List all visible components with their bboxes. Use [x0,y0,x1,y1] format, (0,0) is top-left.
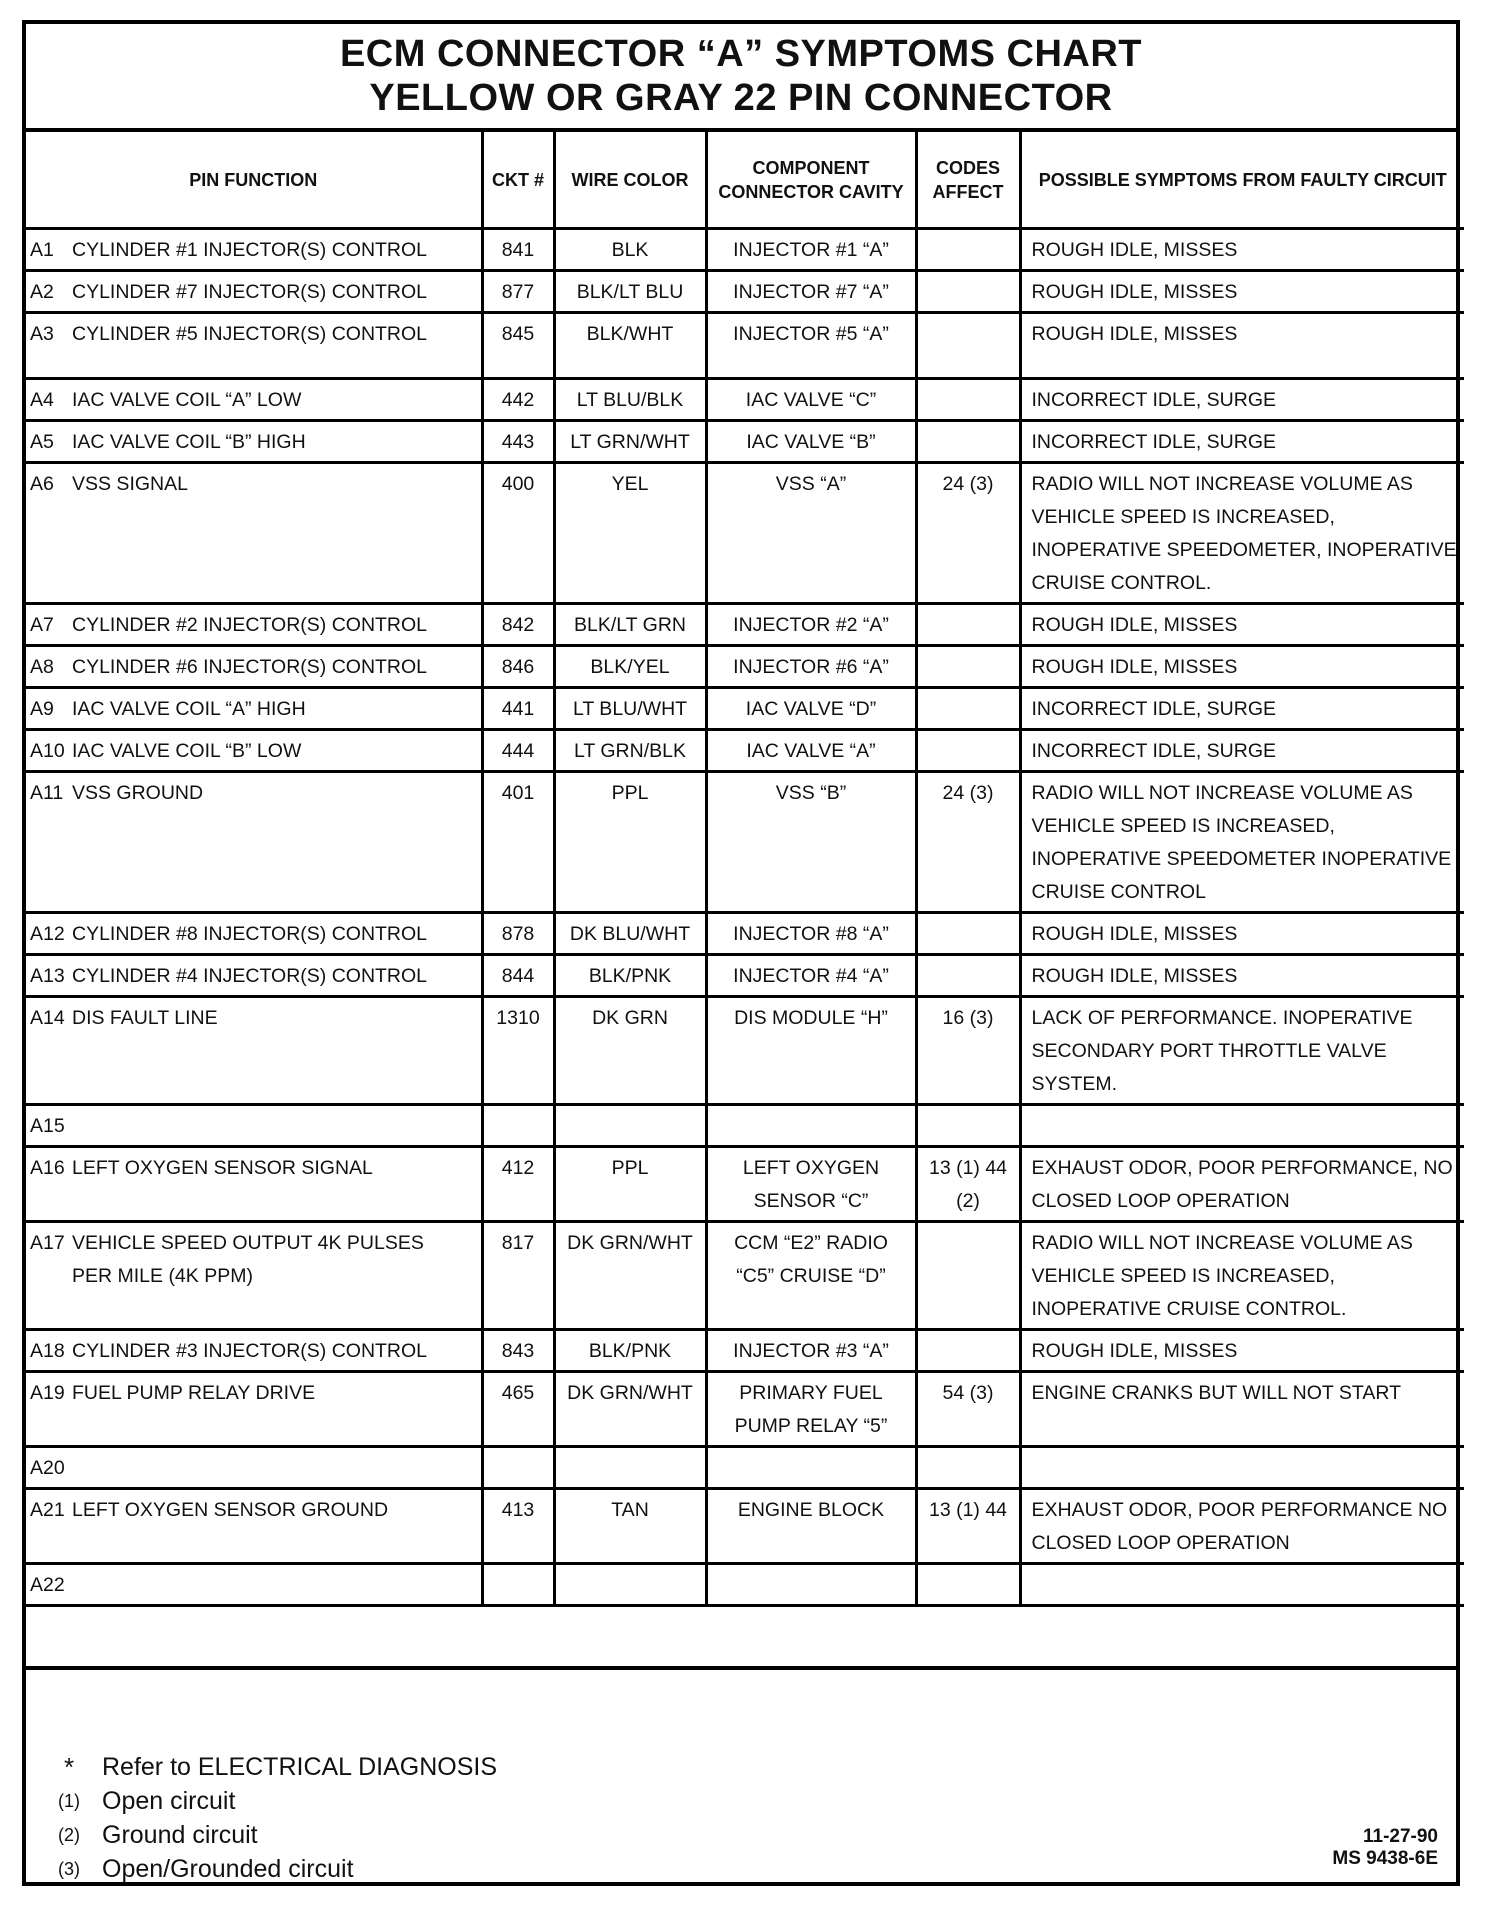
wire-color-cell: BLK/PNK [554,1329,706,1371]
table-row [26,270,1464,312]
table-row [26,228,1464,270]
title-line-1: ECM CONNECTOR “A” SYMPTOMS CHART [339,33,1143,75]
ckt-cell: 844 [482,954,554,996]
component-cavity-cell: INJECTOR #4 “A” [706,954,916,996]
symptoms-cell: RADIO WILL NOT INCREASE VOLUME AS VEHICLE SPEED IS INCREASED, INOPERATIVE CRUISE CONTROL. [1020,1221,1464,1329]
symptoms-cell: ROUGH IDLE, MISSES [1020,312,1464,378]
wire-color-cell [554,1104,706,1146]
component-cavity-cell: VSS “A” [706,462,916,603]
pin-function: CYLINDER #8 INJECTOR(S) CONTROL [72,922,428,945]
header-pin-function: PIN FUNCTION [26,132,482,228]
table-row [26,771,1464,912]
component-cavity-cell [706,1446,916,1488]
ckt-cell [482,1104,554,1146]
pin-function-cell [26,687,482,729]
component-cavity-cell: IAC VALVE “B” [706,420,916,462]
legend-mark: (1) [58,1791,80,1811]
codes-cell: 13 (1) 44 (2) [916,1146,1020,1221]
legend-text: Open circuit [102,1787,236,1815]
wire-color-cell: BLK/YEL [554,645,706,687]
codes-cell [916,1446,1020,1488]
wire-color-cell: BLK [554,228,706,270]
component-cavity-cell: IAC VALVE “C” [706,378,916,420]
table-row [26,645,1464,687]
title-line-2: YELLOW OR GRAY 22 PIN CONNECTOR [369,77,1113,119]
wire-color-cell: TAN [554,1488,706,1563]
pin-function-cell [26,1446,482,1488]
codes-cell [916,1563,1020,1605]
codes-cell [916,1104,1020,1146]
wire-color-cell: PPL [554,1146,706,1221]
pin-function: FUEL PUMP RELAY DRIVE [72,1381,316,1404]
codes-cell: 54 (3) [916,1371,1020,1446]
pin-function-cell [26,1371,482,1446]
pin-id: A14 [30,1006,65,1029]
pin-id: A13 [30,964,65,987]
legend-item [36,1852,497,1886]
ckt-cell: 465 [482,1371,554,1446]
pin-id: A12 [30,922,65,945]
legend-item [36,1784,497,1818]
component-cavity-cell: VSS “B” [706,771,916,912]
codes-cell [916,954,1020,996]
footer [26,1666,1456,1882]
pin-function: CYLINDER #4 INJECTOR(S) CONTROL [72,964,428,987]
ckt-cell: 1310 [482,996,554,1104]
component-cavity-cell: INJECTOR #3 “A” [706,1329,916,1371]
pin-id: A17 [30,1231,65,1254]
component-cavity-cell: DIS MODULE “H” [706,996,916,1104]
ckt-cell: 846 [482,645,554,687]
codes-cell [916,912,1020,954]
legend-mark: * [63,1752,75,1782]
pin-id: A20 [30,1456,65,1479]
symptoms-cell: ROUGH IDLE, MISSES [1020,954,1464,996]
symptoms-cell: INCORRECT IDLE, SURGE [1020,378,1464,420]
legend-text: Open/Grounded circuit [102,1855,354,1883]
wire-color-cell: DK GRN [554,996,706,1104]
stamp-code: MS 9438-6E [1332,1848,1438,1869]
pin-function: IAC VALVE COIL “B” HIGH [72,430,306,453]
codes-cell [916,1221,1020,1329]
codes-cell [916,645,1020,687]
pin-function-cell [26,1221,482,1329]
table-row [26,312,1464,378]
table-row [26,378,1464,420]
table-row [26,687,1464,729]
table-row [26,462,1464,603]
symptoms-cell: ROUGH IDLE, MISSES [1020,603,1464,645]
ckt-cell [482,1446,554,1488]
ckt-cell: 842 [482,603,554,645]
table-row [26,1146,1464,1221]
component-cavity-cell: INJECTOR #2 “A” [706,603,916,645]
component-cavity-cell: PRIMARY FUEL PUMP RELAY “5” [706,1371,916,1446]
legend [36,1750,497,1886]
ckt-cell: 412 [482,1146,554,1221]
symptoms-cell: ROUGH IDLE, MISSES [1020,645,1464,687]
wire-color-cell: DK GRN/WHT [554,1221,706,1329]
pin-function: VSS GROUND [72,781,204,804]
document-stamp [1332,1826,1438,1870]
pin-function-cell [26,912,482,954]
header-symptoms: POSSIBLE SYMPTOMS FROM FAULTY CIRCUIT [1020,132,1464,228]
ckt-cell: 413 [482,1488,554,1563]
symptoms-cell: EXHAUST ODOR, POOR PERFORMANCE, NO CLOSED LOOP OPERATION [1020,1146,1464,1221]
header-component: COMPONENT CONNECTOR CAVITY [706,132,916,228]
wire-color-cell: DK BLU/WHT [554,912,706,954]
pin-function-cell [26,420,482,462]
pin-id: A3 [30,322,54,345]
symptoms-cell: INCORRECT IDLE, SURGE [1020,687,1464,729]
table-row [26,1488,1464,1563]
pin-id: A15 [30,1114,65,1137]
pin-function-cell [26,771,482,912]
wire-color-cell [554,1446,706,1488]
symptoms-chart-sheet [22,20,1460,1886]
pin-function-cell [26,462,482,603]
ckt-cell: 817 [482,1221,554,1329]
symptoms-cell: LACK OF PERFORMANCE. INOPERATIVE SECONDARY PORT THROTTLE VALVE SYSTEM. [1020,996,1464,1104]
symptoms-cell: INCORRECT IDLE, SURGE [1020,729,1464,771]
symptoms-cell: RADIO WILL NOT INCREASE VOLUME AS VEHICLE SPEED IS INCREASED, INOPERATIVE SPEEDOMETER INOPERATIVE CRUISE CONTROL [1020,771,1464,912]
table-row [26,996,1464,1104]
codes-cell [916,687,1020,729]
table-row [26,1221,1464,1329]
component-cavity-cell: INJECTOR #7 “A” [706,270,916,312]
ckt-cell: 843 [482,1329,554,1371]
codes-cell [916,729,1020,771]
codes-cell [916,420,1020,462]
symptoms-cell: ROUGH IDLE, MISSES [1020,270,1464,312]
legend-text: Refer to ELECTRICAL DIAGNOSIS [102,1753,498,1781]
pin-id: A11 [30,781,64,804]
component-cavity-cell [706,1104,916,1146]
wire-color-cell: LT GRN/WHT [554,420,706,462]
wire-color-cell: YEL [554,462,706,603]
pin-function: VEHICLE SPEED OUTPUT 4K PULSES PER MILE (4K PPM) [72,1231,424,1287]
pin-function-cell [26,729,482,771]
table-row [26,420,1464,462]
pin-id: A19 [30,1381,65,1404]
ckt-cell: 845 [482,312,554,378]
wire-color-cell [554,1563,706,1605]
codes-cell [916,312,1020,378]
component-cavity-cell: CCM “E2” RADIO “C5” CRUISE “D” [706,1221,916,1329]
ckt-cell: 441 [482,687,554,729]
symptoms-cell [1020,1563,1464,1605]
component-cavity-cell: ENGINE BLOCK [706,1488,916,1563]
pin-function: LEFT OXYGEN SENSOR GROUND [72,1498,389,1521]
pin-function-cell [26,1329,482,1371]
legend-mark: (2) [58,1825,80,1845]
pin-function-cell [26,645,482,687]
header-wire-color: WIRE COLOR [554,132,706,228]
ckt-cell: 400 [482,462,554,603]
symptoms-table [26,132,1464,1607]
codes-cell: 13 (1) 44 [916,1488,1020,1563]
symptoms-cell: ROUGH IDLE, MISSES [1020,1329,1464,1371]
table-header-row [26,132,1464,228]
codes-cell: 16 (3) [916,996,1020,1104]
ckt-cell: 444 [482,729,554,771]
codes-cell: 24 (3) [916,462,1020,603]
ckt-cell: 401 [482,771,554,912]
wire-color-cell: BLK/LT GRN [554,603,706,645]
table-row [26,1371,1464,1446]
pin-function-cell [26,228,482,270]
stamp-date: 11-27-90 [1362,1826,1438,1847]
pin-function-cell [26,1104,482,1146]
ckt-cell: 877 [482,270,554,312]
table-row [26,1446,1464,1488]
ckt-cell: 841 [482,228,554,270]
table-row [26,603,1464,645]
pin-id: A1 [30,238,54,261]
pin-function-cell [26,954,482,996]
pin-function: CYLINDER #5 INJECTOR(S) CONTROL [72,322,428,345]
pin-id: A22 [30,1573,65,1596]
header-ckt: CKT # [482,132,554,228]
pin-id: A7 [30,613,54,636]
chart-title [26,24,1456,132]
legend-item [36,1818,497,1852]
pin-function-cell [26,1146,482,1221]
component-cavity-cell: INJECTOR #5 “A” [706,312,916,378]
wire-color-cell: LT BLU/BLK [554,378,706,420]
table-row [26,954,1464,996]
symptoms-cell: ROUGH IDLE, MISSES [1020,228,1464,270]
pin-id: A18 [30,1339,65,1362]
codes-cell [916,378,1020,420]
pin-function: DIS FAULT LINE [72,1006,218,1029]
pin-function: CYLINDER #3 INJECTOR(S) CONTROL [72,1339,428,1362]
pin-function: LEFT OXYGEN SENSOR SIGNAL [72,1156,373,1179]
pin-function: IAC VALVE COIL “A” LOW [72,388,302,411]
pin-function-cell [26,1563,482,1605]
component-cavity-cell [706,1563,916,1605]
legend-mark: (3) [58,1859,80,1879]
table-row [26,912,1464,954]
table-row [26,1563,1464,1605]
codes-cell [916,603,1020,645]
pin-function: CYLINDER #1 INJECTOR(S) CONTROL [72,238,428,261]
ckt-cell: 878 [482,912,554,954]
table-row [26,729,1464,771]
pin-id: A2 [30,280,54,303]
pin-function-cell [26,1488,482,1563]
codes-cell: 24 (3) [916,771,1020,912]
codes-cell [916,228,1020,270]
pin-function: CYLINDER #6 INJECTOR(S) CONTROL [72,655,428,678]
pin-id: A21 [30,1498,65,1521]
wire-color-cell: BLK/PNK [554,954,706,996]
pin-function: IAC VALVE COIL “B” LOW [72,739,302,762]
pin-function-cell [26,996,482,1104]
symptoms-cell: EXHAUST ODOR, POOR PERFORMANCE NO CLOSED LOOP OPERATION [1020,1488,1464,1563]
wire-color-cell: DK GRN/WHT [554,1371,706,1446]
symptoms-cell [1020,1446,1464,1488]
component-cavity-cell: INJECTOR #1 “A” [706,228,916,270]
wire-color-cell: PPL [554,771,706,912]
table-row [26,1329,1464,1371]
wire-color-cell: LT GRN/BLK [554,729,706,771]
wire-color-cell: BLK/WHT [554,312,706,378]
symptoms-cell: ROUGH IDLE, MISSES [1020,912,1464,954]
component-cavity-cell: IAC VALVE “A” [706,729,916,771]
ckt-cell: 442 [482,378,554,420]
symptoms-cell: INCORRECT IDLE, SURGE [1020,420,1464,462]
legend-text: Ground circuit [102,1821,258,1849]
pin-function-cell [26,270,482,312]
symptoms-cell: ENGINE CRANKS BUT WILL NOT START [1020,1371,1464,1446]
pin-function: CYLINDER #2 INJECTOR(S) CONTROL [72,613,428,636]
pin-function-cell [26,378,482,420]
wire-color-cell: LT BLU/WHT [554,687,706,729]
component-cavity-cell: INJECTOR #6 “A” [706,645,916,687]
pin-id: A10 [30,739,65,762]
pin-function: VSS SIGNAL [72,472,188,495]
pin-function: CYLINDER #7 INJECTOR(S) CONTROL [72,280,428,303]
pin-id: A6 [30,472,54,495]
component-cavity-cell: INJECTOR #8 “A” [706,912,916,954]
pin-id: A5 [30,430,54,453]
ckt-cell: 443 [482,420,554,462]
codes-cell [916,270,1020,312]
ckt-cell [482,1563,554,1605]
wire-color-cell: BLK/LT BLU [554,270,706,312]
symptoms-cell: RADIO WILL NOT INCREASE VOLUME AS VEHICLE SPEED IS INCREASED, INOPERATIVE SPEEDOMETER, INOPERATIVE CRUISE CONTROL. [1020,462,1464,603]
pin-function-cell [26,603,482,645]
symptoms-cell [1020,1104,1464,1146]
codes-cell [916,1329,1020,1371]
component-cavity-cell: LEFT OXYGEN SENSOR “C” [706,1146,916,1221]
pin-id: A9 [30,697,54,720]
pin-id: A8 [30,655,54,678]
component-cavity-cell: IAC VALVE “D” [706,687,916,729]
pin-id: A16 [30,1156,65,1179]
header-codes: CODES AFFECT [916,132,1020,228]
pin-id: A4 [30,388,54,411]
table-row [26,1104,1464,1146]
legend-item [36,1750,497,1784]
pin-function: IAC VALVE COIL “A” HIGH [72,697,306,720]
pin-function-cell [26,312,482,378]
